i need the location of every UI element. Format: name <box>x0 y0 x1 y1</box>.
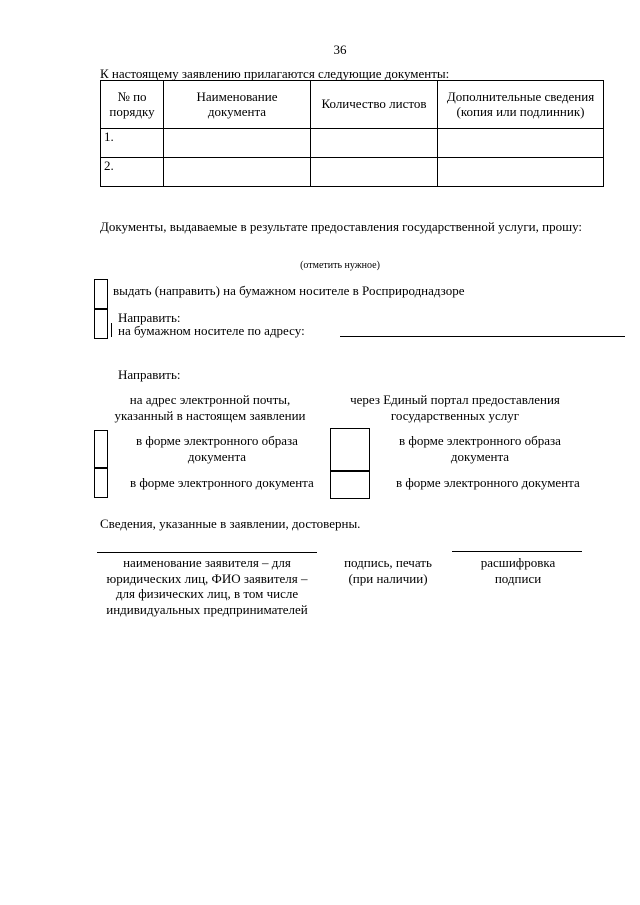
portal-image-label: в форме электронного образа документа <box>399 433 561 464</box>
email-doc-label: в форме электронного документа <box>130 475 314 490</box>
table-cell[interactable] <box>164 129 311 158</box>
checkbox-paper-address[interactable] <box>94 309 108 339</box>
email-heading: на адрес электронной почты, указанный в настоящем заявлении <box>114 392 306 423</box>
signature-sign-caption: подпись, печать (при наличии) <box>344 555 432 586</box>
header-sheet-count: Количество листов <box>311 81 438 129</box>
option-paper-office-label: выдать (направить) на бумажном носителе в Росприроднадзоре <box>113 283 465 298</box>
signature-decode-caption: расшифровка подписи <box>480 555 556 586</box>
checkbox-portal-image[interactable] <box>330 428 370 471</box>
portal-heading: через Единый портал предоставления государственных услуг <box>350 392 560 423</box>
address-field-line[interactable] <box>340 336 625 337</box>
checkbox-portal-doc[interactable] <box>330 471 370 499</box>
header-additional-info: Дополнительные сведения (копия или подлинник) <box>438 81 604 129</box>
table-row <box>101 129 604 158</box>
attachments-table <box>100 80 604 187</box>
page-number: 36 <box>333 42 347 57</box>
checkbox-email-doc[interactable] <box>94 468 108 498</box>
table-cell[interactable] <box>311 129 438 158</box>
header-number: № по порядку <box>101 81 164 129</box>
result-documents-text: Документы, выдаваемые в результате предоставления государственной услуги, прошу: <box>100 219 583 234</box>
portal-doc-label: в форме электронного документа <box>396 475 580 490</box>
table-cell[interactable] <box>438 129 604 158</box>
signature-name-caption: наименование заявителя – для юридических лиц, ФИО заявителя – для физических лиц, в том числе индивидуальных предпринимателей <box>106 555 308 617</box>
direct-label-electronic: Направить: <box>118 367 181 382</box>
option-paper-address-label: на бумажном носителе по адресу: <box>118 323 305 338</box>
table-header-row <box>101 81 604 129</box>
name-signature-line[interactable] <box>97 552 317 553</box>
checkbox-email-image[interactable] <box>94 430 108 468</box>
email-image-label: в форме электронного образа документа <box>136 433 298 464</box>
table-cell: 1. <box>101 129 164 158</box>
header-doc-name: Наименование документа <box>164 81 311 129</box>
confirm-text: Сведения, указанные в заявлении, достоверны. <box>100 516 361 531</box>
divider <box>111 323 112 337</box>
table-cell[interactable] <box>311 158 438 187</box>
table-cell: 2. <box>101 158 164 187</box>
table-row <box>101 158 604 187</box>
table-cell[interactable] <box>164 158 311 187</box>
mark-note: (отметить нужное) <box>300 260 380 271</box>
checkbox-paper-office[interactable] <box>94 279 108 309</box>
attachments-intro: К настоящему заявлению прилагаются следующие документы: <box>100 66 450 81</box>
table-cell[interactable] <box>438 158 604 187</box>
decode-signature-line[interactable] <box>452 551 582 552</box>
direct-label-paper: Направить: <box>118 310 181 325</box>
